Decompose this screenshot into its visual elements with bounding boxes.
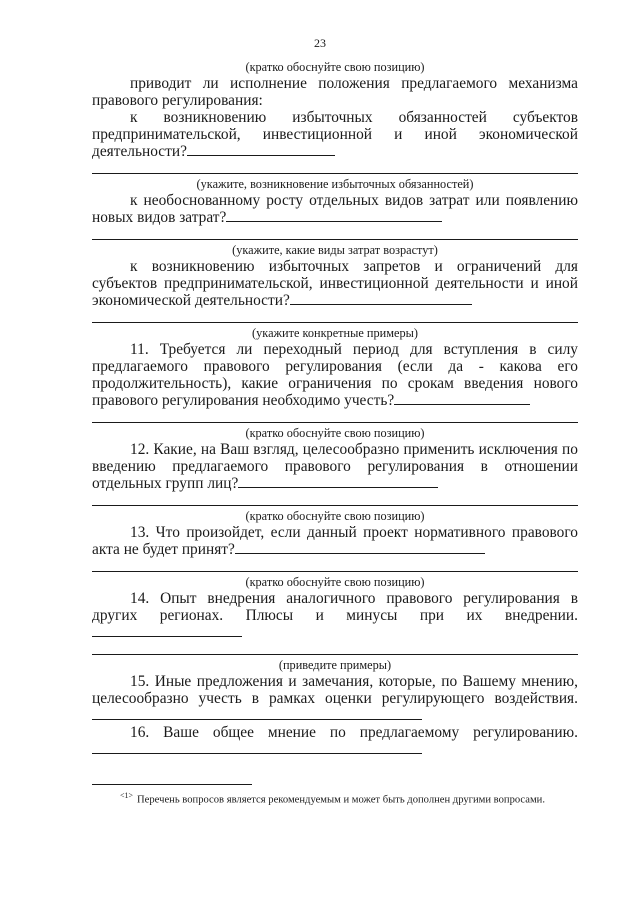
question-12: 12. Какие, на Ваш взгляд, целесообразно применить исключения по введению предлагаемого правового регулирования в отношении отдельных групп лиц? bbox=[92, 441, 578, 492]
footnote bbox=[92, 789, 578, 807]
hint-position: (кратко обоснуйте свою позицию) bbox=[245, 426, 425, 440]
hint-costs: (укажите, какие виды затрат возрастут) bbox=[232, 243, 438, 257]
hint-position: (кратко обоснуйте свою позицию) bbox=[245, 509, 425, 523]
answer-line[interactable] bbox=[394, 392, 530, 405]
answer-line[interactable] bbox=[92, 707, 422, 720]
answer-line[interactable] bbox=[187, 143, 335, 156]
question-16: 16. Ваше общее мнение по предлагаемому регулированию. bbox=[92, 724, 578, 758]
hint-examples: (приведите примеры) bbox=[278, 658, 392, 672]
answer-line[interactable] bbox=[92, 160, 578, 174]
answer-line[interactable] bbox=[226, 209, 442, 222]
answer-line[interactable] bbox=[92, 641, 578, 655]
footnote-text: Перечень вопросов является рекомендуемым и может быть дополнен другими вопросами. bbox=[137, 794, 545, 806]
hint-position: (кратко обоснуйте свою позицию) bbox=[245, 60, 425, 74]
hint-position: (кратко обоснуйте свою позицию) bbox=[245, 575, 425, 589]
question-10-a: к возникновению избыточных обязанностей субъектов предпринимательской, инвестиционной и иной экономической деятельности? bbox=[92, 109, 578, 160]
answer-line[interactable] bbox=[92, 309, 578, 323]
questionnaire bbox=[92, 60, 578, 807]
answer-line[interactable] bbox=[290, 292, 472, 305]
answer-line[interactable] bbox=[92, 558, 578, 572]
answer-line[interactable] bbox=[92, 409, 578, 423]
answer-line[interactable] bbox=[92, 624, 242, 637]
answer-line[interactable] bbox=[92, 492, 578, 506]
footnote-mark: <1> bbox=[120, 791, 134, 800]
question-13: 13. Что произойдет, если данный проект нормативного правового акта не будет принят? bbox=[92, 524, 578, 558]
hint-obligations: (укажите, возникновение избыточных обязанностей) bbox=[196, 177, 474, 191]
question-15: 15. Иные предложения и замечания, которые, по Вашему мнению, целесообразно учесть в рамках оценки регулирующего воздействия. bbox=[92, 673, 578, 724]
question-14: 14. Опыт внедрения аналогичного правового регулирования в других регионах. Плюсы и минусы при их внедрении. bbox=[92, 590, 578, 641]
answer-line[interactable] bbox=[235, 541, 485, 554]
answer-line[interactable] bbox=[92, 226, 578, 240]
answer-line[interactable] bbox=[92, 741, 422, 754]
footnote-divider bbox=[92, 784, 252, 785]
question-11: 11. Требуется ли переходный период для вступления в силу предлагаемого правового регулирования (если да - какова его продолжительность), какие ограничения по срокам введения нового правового регулирования необходимо учесть? bbox=[92, 341, 578, 409]
answer-line[interactable] bbox=[238, 475, 438, 488]
question-10-c: к возникновению избыточных запретов и ограничений для субъектов предпринимательской, инвестиционной деятельности и иной экономической деятельности? bbox=[92, 258, 578, 309]
hint-examples-concrete: (укажите конкретные примеры) bbox=[252, 326, 418, 340]
question-10-intro: приводит ли исполнение положения предлагаемого механизма правового регулирования: bbox=[92, 75, 578, 109]
page-number: 23 bbox=[314, 36, 326, 50]
question-10-b: к необоснованному росту отдельных видов затрат или появлению новых видов затрат? bbox=[92, 192, 578, 226]
